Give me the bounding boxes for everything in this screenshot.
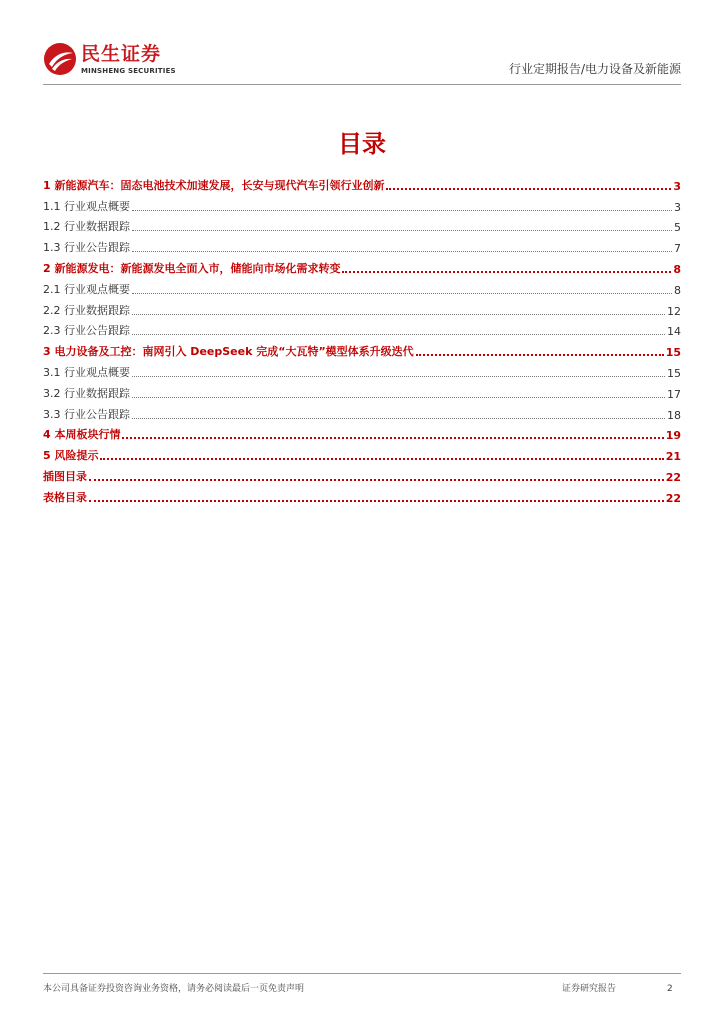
toc-entry-page: 22: [665, 470, 681, 484]
toc-entry-page: 14: [667, 325, 681, 339]
toc-entry[interactable]: [43, 380, 681, 401]
page-header: [43, 40, 681, 84]
logo-text-cn: 民生证券: [81, 43, 162, 65]
toc-entry-label: 1.3 行业公告跟踪: [43, 241, 130, 255]
toc-entry-label: 5 风险提示: [43, 449, 99, 463]
toc-entry-label: 4 本周板块行情: [43, 428, 121, 442]
toc-entry-label: 3.1 行业观点概要: [43, 365, 130, 379]
toc-entry-label: 2.2 行业数据跟踪: [43, 303, 130, 317]
toc-entry-label: 1.2 行业数据跟踪: [43, 220, 130, 234]
footer-divider: [43, 973, 681, 974]
toc-entry-page: 3: [674, 200, 681, 214]
toc-leader: [416, 353, 664, 356]
toc-entry[interactable]: [43, 297, 681, 318]
report-category: 行业定期报告/电力设备及新能源: [508, 62, 681, 76]
toc-entry[interactable]: [43, 234, 681, 255]
toc-entry-label: 2.3 行业公告跟踪: [43, 324, 130, 338]
toc-entry-page: 8: [673, 262, 681, 276]
page-number: 2: [667, 984, 673, 994]
page-title: 目录: [338, 130, 386, 158]
toc-leader: [100, 457, 663, 460]
logo-text-en: MINSHENG SECURITIES: [81, 67, 176, 75]
toc-entry-label: 3.2 行业数据跟踪: [43, 386, 130, 400]
toc-entry[interactable]: [43, 276, 681, 297]
toc-entry[interactable]: [43, 463, 681, 484]
toc-entry-label: 表格目录: [43, 490, 87, 504]
toc-entry-label: 2 新能源发电：新能源发电全面入市，储能向市场化需求转变: [43, 261, 341, 275]
toc-entry-page: 3: [673, 179, 681, 193]
toc-leader: [132, 229, 672, 231]
toc-entry-page: 21: [665, 450, 681, 464]
toc-entry-page: 17: [667, 387, 681, 401]
toc-entry-page: 8: [674, 283, 681, 297]
toc-leader: [132, 333, 665, 335]
toc-leader: [132, 417, 665, 419]
toc-entry-label: 3 电力设备及工控：南网引入 DeepSeek 完成“大瓦特”模型体系升级迭代: [43, 345, 414, 359]
toc-entry-page: 22: [665, 491, 681, 505]
toc-leader: [132, 375, 665, 377]
toc-leader: [132, 313, 665, 315]
toc-entry[interactable]: [43, 255, 681, 276]
toc-entry[interactable]: [43, 359, 681, 380]
toc-leader: [89, 478, 664, 481]
toc-leader: [386, 187, 671, 190]
table-of-contents: [43, 172, 681, 505]
toc-leader: [122, 436, 663, 439]
toc-leader: [132, 209, 672, 211]
toc-leader: [132, 250, 672, 252]
footer-disclaimer: 本公司具备证券投资咨询业务资格，请务必阅读最后一页免责声明: [43, 984, 305, 994]
toc-leader: [89, 499, 664, 502]
toc-entry-label: 插图目录: [43, 469, 87, 483]
toc-entry[interactable]: [43, 401, 681, 422]
toc-entry[interactable]: [43, 422, 681, 443]
toc-leader: [132, 396, 665, 398]
toc-entry-page: 15: [667, 366, 681, 380]
toc-entry-label: 1 新能源汽车：固态电池技术加速发展，长安与现代汽车引领行业创新: [43, 178, 385, 192]
toc-entry[interactable]: [43, 484, 681, 505]
minsheng-logo-icon: [43, 42, 77, 76]
toc-entry[interactable]: [43, 214, 681, 235]
toc-leader: [342, 270, 671, 273]
toc-entry-page: 5: [674, 221, 681, 235]
toc-entry[interactable]: [43, 172, 681, 193]
toc-entry-page: 12: [667, 304, 681, 318]
toc-leader: [132, 292, 672, 294]
toc-entry[interactable]: [43, 338, 681, 359]
toc-entry-label: 1.1 行业观点概要: [43, 199, 130, 213]
toc-entry[interactable]: [43, 318, 681, 339]
toc-entry-page: 18: [667, 408, 681, 422]
toc-entry[interactable]: [43, 193, 681, 214]
toc-entry-page: 15: [665, 346, 681, 360]
toc-entry-page: 19: [665, 429, 681, 443]
toc-entry[interactable]: [43, 442, 681, 463]
toc-entry-label: 2.1 行业观点概要: [43, 282, 130, 296]
header-divider: [43, 84, 681, 85]
toc-entry-page: 7: [674, 242, 681, 256]
footer-doc-type: 证券研究报告: [562, 984, 617, 994]
toc-entry-label: 3.3 行业公告跟踪: [43, 407, 130, 421]
